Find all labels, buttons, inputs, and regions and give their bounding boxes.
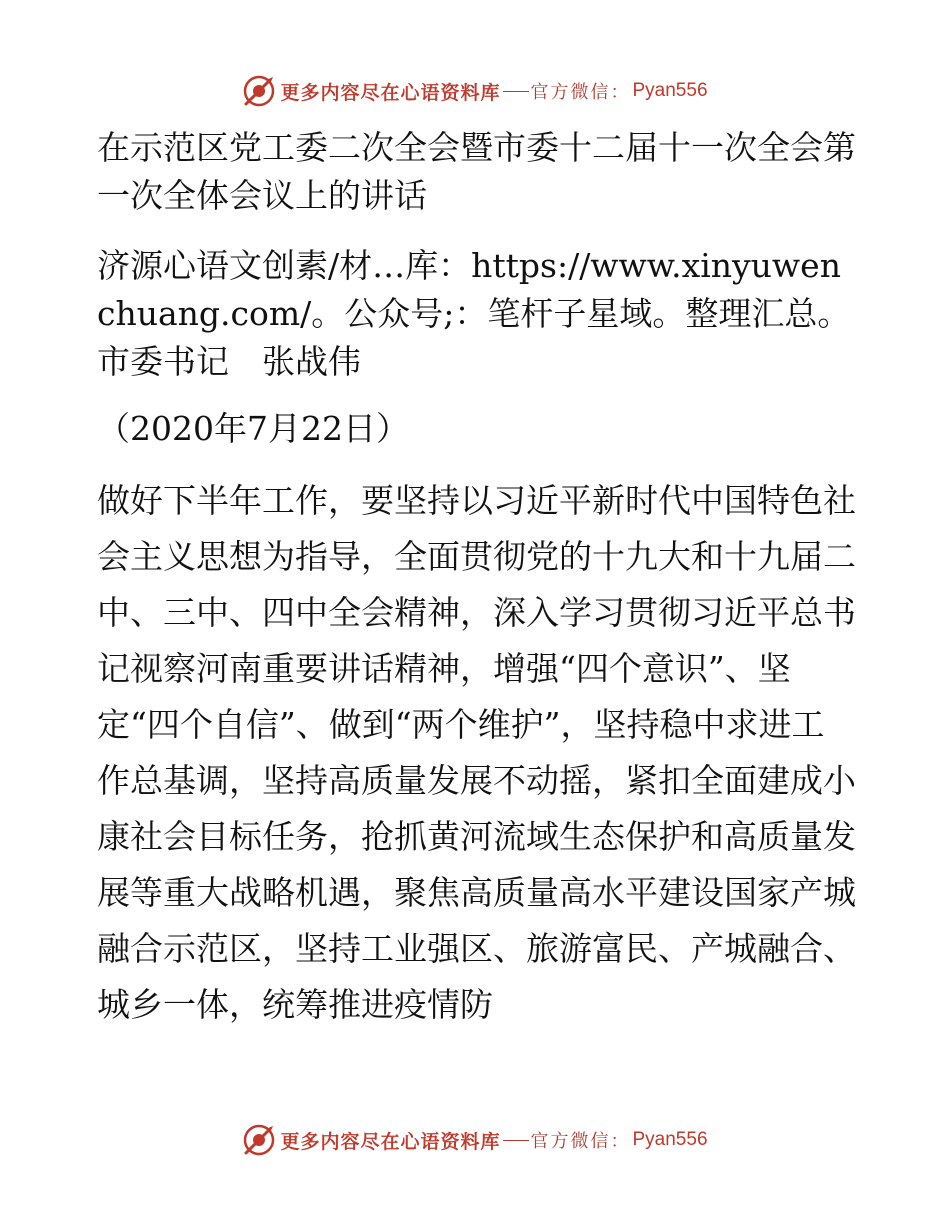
- banner-dash: [503, 1140, 529, 1141]
- body-paragraph: 做好下半年工作，要坚持以习近平新时代中国特色社会主义思想为指导，全面贯彻党的十九大和十九届二中、三中、四中全会精神，深入学习贯彻习近平总书记视察河南重要讲话精神，增强“四个意识”、坚定“四个自信”、做到“两个维护”，坚持稳中求进工作总基调，坚持高质量发展不动摇，紧扣全面建成小康社会目标任务，抢抓黄河流域生态保护和高质量发展等重大战略机遇，聚焦高质量高水平建设国家产城融合示范区，坚持工业强区、旅游富民、产城融合、城乡一体，统筹推进疫情防: [97, 481, 856, 1024]
- quill-logo-icon: [242, 1123, 276, 1157]
- banner-text: 更多内容尽在心语资料库: [280, 81, 501, 104]
- document-body: [97, 124, 857, 1033]
- banner-wechat-label: 官方微信：: [530, 1131, 631, 1152]
- banner-text: 更多内容尽在心语资料库: [280, 1130, 501, 1153]
- banner-dash: [503, 91, 529, 92]
- document-title: 在示范区党工委二次全会暨市委十二届十一次全会第一次全体会议上的讲话: [97, 128, 856, 215]
- speech-date: （2020年7月22日）: [97, 409, 409, 448]
- footer-watermark-banner: [0, 1120, 950, 1160]
- banner-wechat-label: 官方微信：: [530, 82, 631, 103]
- banner-wechat-id: Pyan556: [632, 80, 708, 101]
- header-watermark-banner: [0, 71, 950, 111]
- quill-logo-icon: [242, 74, 276, 108]
- banner-wechat-id: Pyan556: [632, 1129, 708, 1150]
- source-and-author-line: 济源心语文创素/材…库：https://www.xinyuwenchuang.com/。公众号;：笔杆子星域。整理汇总。市委书记 张战伟: [97, 246, 851, 381]
